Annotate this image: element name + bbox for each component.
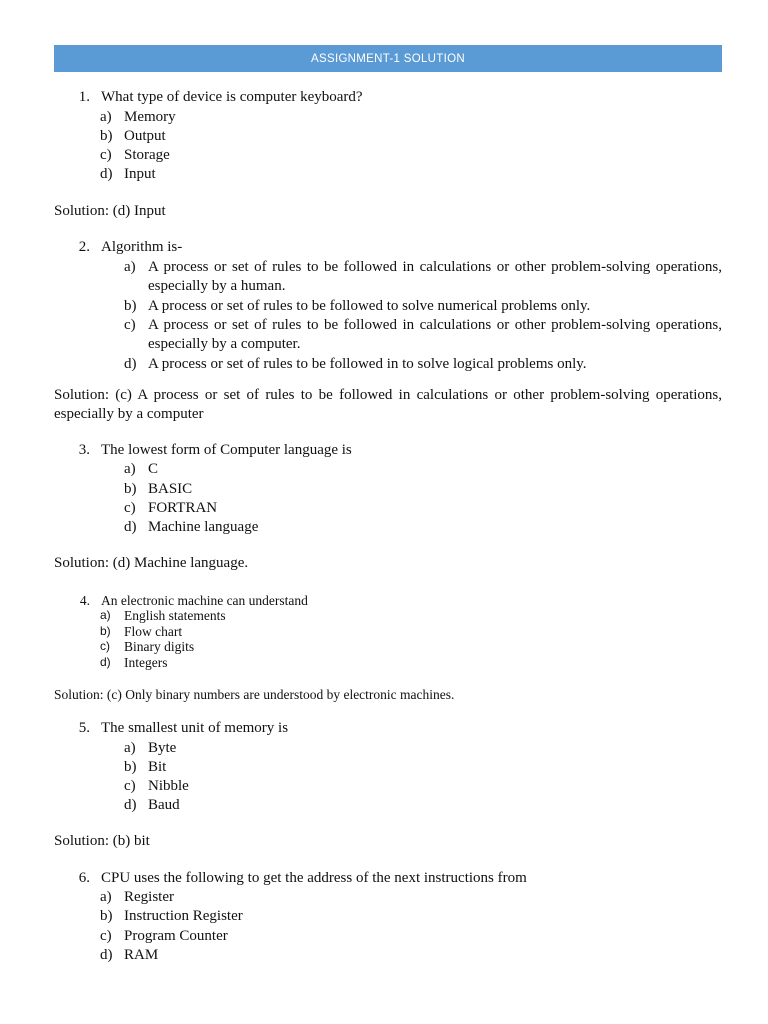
question-text: An electronic machine can understand <box>101 593 308 608</box>
question-number: 4. <box>79 593 90 608</box>
question-text: Algorithm is- <box>101 239 183 255</box>
option-text: BASIC <box>148 481 193 497</box>
option-text: Memory <box>124 109 176 125</box>
option-text: Nibble <box>148 778 189 794</box>
solution-text: Solution: (d) Machine language. <box>54 555 249 571</box>
option-label: d) <box>124 797 137 813</box>
option-label: b) <box>124 298 137 314</box>
option-text: Flow chart <box>124 624 183 639</box>
option-text: Byte <box>148 740 177 756</box>
option-label: a) <box>124 461 136 477</box>
option-text: FORTRAN <box>148 500 218 516</box>
option-label: c) <box>100 147 112 163</box>
option-text: Register <box>124 889 174 905</box>
question-number: 3. <box>78 442 90 458</box>
question-number: 2. <box>78 239 90 255</box>
option-text: Program Counter <box>124 928 228 944</box>
solution-text: Solution: (b) bit <box>54 833 150 849</box>
question-text: The smallest unit of memory is <box>101 720 289 736</box>
question-number: 1. <box>78 89 90 105</box>
option-label: b) <box>124 759 137 775</box>
option-text: A process or set of rules to be followed to solve numerical problems only. <box>148 298 591 314</box>
option-label: b) <box>100 624 111 638</box>
option-label: a) <box>100 109 112 125</box>
solution-text: Solution: (d) Input <box>54 203 166 219</box>
option-label: d) <box>100 655 111 669</box>
option-text: Storage <box>124 147 170 163</box>
option-label: a) <box>124 259 136 275</box>
option-text: Baud <box>148 797 180 813</box>
option-text: Bit <box>148 759 167 775</box>
option-label: a) <box>100 889 112 905</box>
option-label: c) <box>100 639 110 653</box>
option-label: c) <box>100 928 112 944</box>
option-label: c) <box>124 500 136 516</box>
question-text: CPU uses the following to get the address of the next instructions from <box>101 870 527 886</box>
option-label: d) <box>100 947 113 963</box>
option-text-continued: especially by a computer. <box>148 336 301 352</box>
option-text: A process or set of rules to be followed in to solve logical problems only. <box>148 356 587 372</box>
question-text: What type of device is computer keyboard? <box>101 89 363 105</box>
option-text: A process or set of rules to be followed in calculations or other problem-solving operations, <box>148 317 722 333</box>
option-text-continued: especially by a human. <box>148 278 286 294</box>
option-label: b) <box>124 481 137 497</box>
option-text: C <box>148 461 159 477</box>
solution-text-continued: especially by a computer <box>54 406 204 422</box>
option-text: Binary digits <box>124 639 195 654</box>
page-title: ASSIGNMENT-1 SOLUTION <box>54 45 722 72</box>
option-text: Instruction Register <box>124 908 243 924</box>
option-text: Integers <box>124 655 168 670</box>
option-label: d) <box>100 166 113 182</box>
option-text: RAM <box>124 947 159 963</box>
option-label: c) <box>124 317 136 333</box>
option-text: Machine language <box>148 519 259 535</box>
option-label: d) <box>124 356 137 372</box>
option-text: A process or set of rules to be followed in calculations or other problem-solving operations, <box>148 259 722 275</box>
option-label: b) <box>100 908 113 924</box>
option-text: Output <box>124 128 166 144</box>
option-text: English statements <box>124 608 226 623</box>
option-label: a) <box>124 740 136 756</box>
option-text: Input <box>124 166 156 182</box>
solution-text: Solution: (c) Only binary numbers are understood by electronic machines. <box>54 687 455 702</box>
question-number: 5. <box>78 720 90 736</box>
option-label: b) <box>100 128 113 144</box>
option-label: a) <box>100 608 111 622</box>
question-text: The lowest form of Computer language is <box>101 442 352 458</box>
option-label: c) <box>124 778 136 794</box>
solution-text: Solution: (c) A process or set of rules to be followed in calculations or other problem-solving operations, <box>54 387 722 403</box>
option-label: d) <box>124 519 137 535</box>
question-number: 6. <box>78 870 90 886</box>
